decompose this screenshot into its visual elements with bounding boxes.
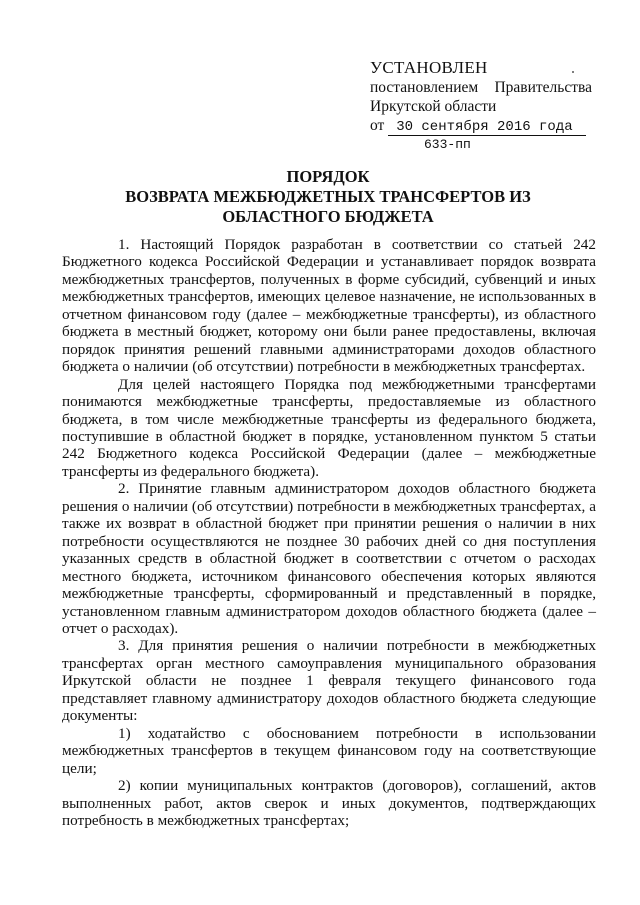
paragraph-3: 2. Принятие главным администратором доходов областного бюджета решения о наличии (об отсутствии) потребности в межбюджетных трансфертах, а также их возврат в областной бюджет при принятии решения о наличии в них потребности осуществляются не позднее 30 рабочих дней со дня поступления указанных средств в областной бюджет в соответствии с отчетом о расходах местного бюджета, источником финансового обеспечения которых являются межбюджетные трансферты, сформированный и представленный в порядке, установленном главным администратором доходов областного бюджета (далее – отчет о расходах). xyxy=(62,480,596,637)
paragraph-4: 3. Для принятия решения о наличии потребности в межбюджетных трансфертах орган местного самоуправления муниципального образования Иркутской области не позднее 1 февраля текущего финансового года представляет главному администратору доходов областного бюджета следующие документы: xyxy=(62,637,596,725)
paragraph-5: 1) ходатайство с обоснованием потребности в использовании межбюджетных трансфертов в текущем финансовом году на соответствующие цели; xyxy=(62,724,596,777)
approval-stamp xyxy=(370,58,592,154)
paragraph-1: 1. Настоящий Порядок разработан в соответствии со статьей 242 Бюджетного кодекса Российской Федерации и устанавливает порядок возврата межбюджетных трансфертов, полученных в форме субсидий, субвенций и иных межбюджетных трансфертов, имеющих целевое назначение, не использованных в отчетном финансовом году (далее – межбюджетные трансферты), из областного бюджета в местный бюджет, которому они были ранее предоставлены, включая порядок принятия решений главными администраторами доходов областного бюджета о наличии (об отсутствии) потребности в межбюджетных трансфертах. xyxy=(62,236,596,376)
approval-region: Иркутской области xyxy=(370,98,497,115)
approval-number: 633-пп xyxy=(424,137,471,152)
title-line-2: ВОЗВРАТА МЕЖБЮДЖЕТНЫХ ТРАНСФЕРТОВ ИЗ xyxy=(125,187,531,206)
approval-authority: постановлением Правительства xyxy=(370,79,592,96)
document-title xyxy=(60,167,596,227)
title-line-3: ОБЛАСТНОГО БЮДЖЕТА xyxy=(222,207,434,226)
title-line-1: ПОРЯДОК xyxy=(286,167,370,186)
scan-speck xyxy=(572,71,574,73)
approval-heading: УСТАНОВЛЕН xyxy=(370,58,488,77)
approval-date-prefix: от xyxy=(370,117,385,134)
approval-date: 30 сентября 2016 года xyxy=(388,120,586,136)
approval-date-line xyxy=(370,116,592,136)
paragraph-6: 2) копии муниципальных контрактов (договоров), соглашений, актов выполненных работ, актов сверок и иных документов, подтверждающих потребность в межбюджетных трансфертах; xyxy=(62,777,596,829)
paragraph-2: Для целей настоящего Порядка под межбюджетными трансфертами понимаются межбюджетные трансферты, предоставляемые из областного бюджета, в том числе межбюджетные трансферты из федерального бюджета, поступившие в областной бюджет в порядке, установленном пунктом 5 статьи 242 Бюджетного кодекса Российской Федерации (далее – межбюджетные трансферты из федерального бюджета). xyxy=(62,375,596,480)
document-body xyxy=(62,236,596,829)
